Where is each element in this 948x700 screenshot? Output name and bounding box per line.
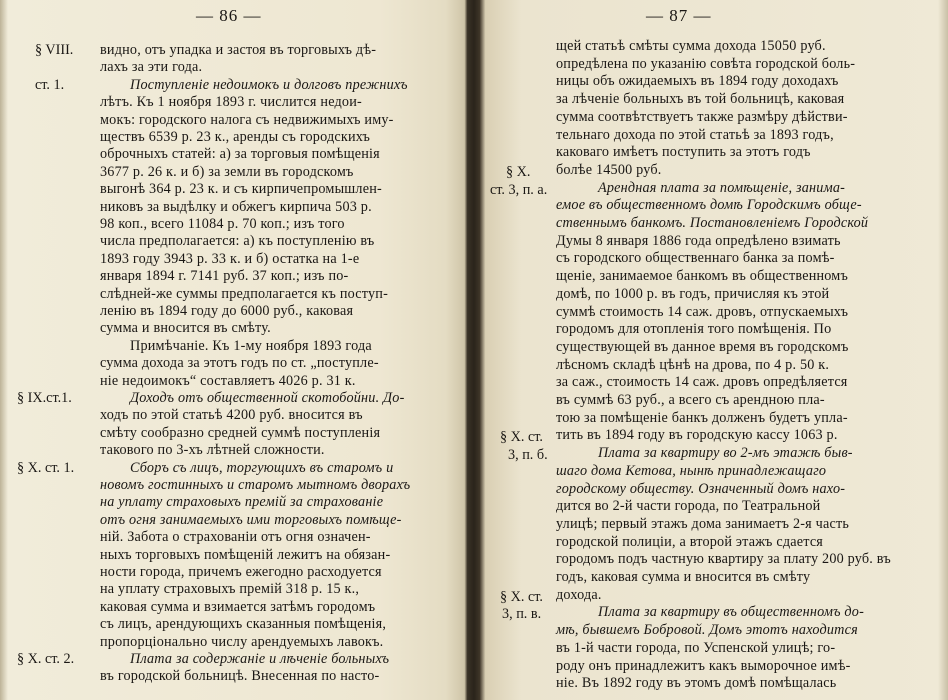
text-line: Думы 8 января 1886 года опредѣлено взимать	[556, 232, 841, 249]
text-line: съ лицъ, арендующихъ сказанныя помѣщенія,	[100, 616, 387, 633]
text-line: Арендная плата за помѣщеніе, занима-	[598, 179, 846, 196]
text-line: ній. Забота о страхованіи отъ огня означен-	[100, 529, 371, 546]
margin-label: ст. 1.	[35, 76, 65, 93]
text-line: Сборъ съ лицъ, торгующихъ въ старомъ и	[130, 459, 394, 476]
text-line: 1893 году 3943 р. 33 к. и б) остатка на 1-е	[100, 250, 360, 267]
page-number: — 86 —	[196, 6, 262, 25]
text-line: емое въ общественномъ домѣ Городскимъ обще-	[556, 197, 862, 214]
text-line: дится во 2-й части города, по Театральной	[556, 498, 821, 515]
text-line: сумма дохода за этотъ годъ по ст. „поступле-	[100, 355, 379, 372]
text-line: Плата за квартиру въ общественномъ до-	[598, 604, 865, 621]
text-line: мѣ, бывшемъ Бобровой. Домъ этотъ находится	[556, 622, 858, 639]
text-line: роду онъ принадлежитъ какъ выморочное имѣ-	[556, 657, 851, 674]
margin-label: § X. ст.	[500, 429, 543, 446]
text-line: на уплату страховыхъ премій за страхованіе	[100, 494, 384, 511]
text-line: такового по 3-хъ лѣтней сложности.	[100, 442, 325, 459]
text-line: домѣ, по 1000 р. въ годъ, причисляя къ этой	[556, 285, 830, 302]
text-line: каковая сумма и взимается затѣмъ городомъ	[100, 598, 376, 615]
text-line: тельнаго дохода по этой статьѣ за 1893 годъ,	[556, 126, 834, 143]
text-line: въ суммѣ 63 руб., а всего съ арендною пла-	[556, 392, 825, 408]
text-line: городской полиціи, а второй этажъ сдается	[556, 533, 824, 550]
text-line: болѣе 14500 руб.	[556, 161, 662, 178]
text-line: ленію въ 1894 году до 6000 руб., каковая	[100, 303, 354, 319]
left-page	[0, 0, 458, 700]
text-line: городомъ подъ частную квартиру за плату 200 руб. въ	[556, 551, 891, 568]
text-line: отъ огня занимаемыхъ ими торговыхъ помѣще-	[100, 511, 402, 528]
margin-label: § X. ст. 1.	[17, 459, 75, 476]
right-page	[470, 0, 948, 700]
margin-label: ст. 3, п. а.	[490, 181, 548, 198]
margin-label: § X. ст. 2.	[17, 651, 75, 667]
text-line: ніе. Въ 1892 году въ этомъ домѣ помѣщалась	[556, 675, 837, 692]
text-line: ницы объ ожидаемыхъ въ 1894 году доходахъ	[556, 73, 839, 90]
text-line: ществъ 6539 р. 23 к., аренды съ городскихъ	[100, 129, 371, 145]
text-line: суммѣ стоимость 14 саж. дровъ, отпускаемыхъ	[556, 303, 849, 320]
text-line: въ городской больницѣ. Внесенная по насто-	[100, 668, 380, 685]
text-line: дохода.	[556, 586, 602, 603]
text-line: января 1894 г. 7141 руб. 37 коп.; изъ по-	[100, 268, 349, 285]
page-number: — 87 —	[646, 6, 712, 25]
text-line: 3677 р. 26 к. и б) за земли въ городскомъ	[100, 163, 354, 180]
text-line: за саж., стоимость 14 саж. дровъ опредѣляется	[556, 374, 848, 391]
text-line: съ городского общественнаго банка за помѣ-	[556, 250, 835, 267]
text-line: шаго дома Кетова, нынѣ принадлежащаго	[556, 462, 827, 479]
margin-label: § X.	[506, 163, 531, 180]
text-line: щей статьѣ смѣты сумма дохода 15050 руб.	[556, 38, 826, 54]
text-line: слѣдней-же суммы предполагается къ поступ-	[100, 285, 388, 302]
text-line: ніе недоимокъ“ составляетъ 4026 р. 31 к.	[100, 372, 356, 389]
text-line: городомъ для отопленія того помѣщенія. По	[556, 321, 832, 338]
text-line: числа предполагается: а) къ поступленію въ	[100, 233, 375, 250]
text-line: сумма соотвѣтствуетъ также размѣру дѣйстви-	[556, 108, 848, 125]
text-line: годъ, каковая сумма и вносится въ смѣту	[556, 569, 811, 585]
text-line: оброчныхъ статей: а) за торговыя помѣщенія	[100, 146, 380, 163]
margin-label: § IX.ст.1.	[17, 390, 72, 406]
text-line: тою за помѣщеніе банкъ долженъ будетъ упла-	[556, 409, 848, 426]
text-line: ности города, причемъ ежегодно расходуется	[100, 564, 382, 580]
text-line: лахъ за эти года.	[100, 59, 203, 76]
text-line: тить въ 1894 году въ городскую кассу 1063 р.	[556, 427, 838, 444]
text-line: смѣту сообразно средней суммѣ поступленія	[100, 424, 381, 441]
text-line: ственнымъ банкомъ. Постановленіемъ Городской	[556, 215, 869, 231]
text-line: 98 коп., всего 11084 р. 70 коп.; изъ того	[100, 216, 345, 232]
text-line: выгонѣ 364 р. 23 к. и съ кирпичепромышлен-	[100, 181, 382, 198]
text-line: опредѣлена по указанію совѣта городской боль-	[556, 55, 856, 72]
margin-label: § VIII.	[35, 42, 74, 58]
text-line: Поступленіе недоимокъ и долговъ прежнихъ	[130, 76, 408, 93]
text-line: пропорціонально числу арендуемыхъ лавокъ.	[100, 633, 384, 650]
text-line: улицѣ; первый этажъ дома занимаетъ 2-я часть	[556, 515, 850, 532]
text-line: Примѣчаніе. Къ 1-му ноября 1893 года	[130, 337, 372, 354]
text-line: щеніе, занимаемое банкомъ въ общественномъ	[556, 268, 849, 285]
text-line: лѣсномъ складѣ цѣнѣ на дрова, по 4 р. 50 к.	[556, 356, 830, 373]
text-line: за лѣченіе больныхъ въ той больницѣ, каковая	[556, 91, 845, 108]
text-line: сумма и вносится въ смѣту.	[100, 320, 271, 337]
text-line: каковаго имѣетъ поступить за этотъ годъ	[556, 144, 811, 161]
text-line: въ 1-й части города, по Успенской улицѣ; го-	[556, 639, 836, 656]
margin-label: 3, п. б.	[508, 447, 548, 464]
text-line: ныхъ торговыхъ помѣщеній лежитъ на обязан-	[100, 546, 391, 563]
text-line: существующей въ данное время въ городскомъ	[556, 338, 849, 355]
text-line: лѣтъ. Къ 1 ноября 1893 г. числится недои-	[100, 94, 362, 111]
text-line: на уплату страховыхъ премій 318 р. 15 к.,	[100, 581, 360, 598]
text-line: мокъ: городского налога съ недвижимыхъ иму-	[100, 111, 394, 128]
text-line: Доходъ отъ общественной скотобойни. До-	[130, 390, 405, 406]
margin-label: § X. ст.	[500, 588, 543, 605]
text-line: городскому обществу. Означенный домъ нахо-	[556, 480, 846, 497]
text-line: Плата за содержаніе и лѣченіе больныхъ	[130, 651, 390, 667]
text-line: Плата за квартиру во 2-мъ этажѣ быв-	[598, 445, 853, 462]
text-line: ходъ по этой статьѣ 4200 руб. вносится въ	[100, 407, 363, 424]
margin-label: 3, п. в.	[502, 606, 542, 623]
text-line: новомъ гостинныхъ и старомъ мытномъ дворахъ	[100, 477, 411, 493]
text-line: никовъ за выдѣлку и обжегъ кирпича 503 р.	[100, 198, 372, 215]
text-line: видно, отъ упадка и застоя въ торговыхъ дѣ-	[100, 42, 377, 58]
